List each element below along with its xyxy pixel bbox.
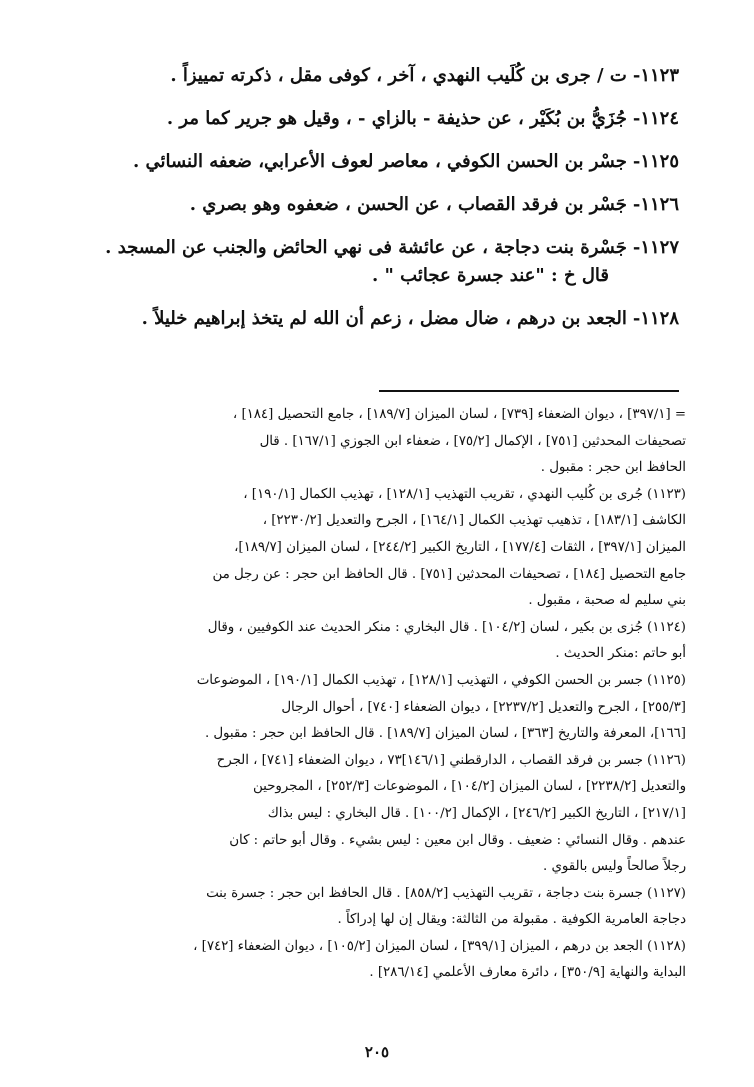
entry-text: جسْر بن الحسن الكوفي ، معاصر لعوف الأعرابي، ضعفه النسائي . [132, 151, 627, 172]
entry-number: ١١٢٦- [632, 194, 679, 215]
entry-number: ١١٢٣- [632, 65, 679, 86]
entry [64, 148, 679, 176]
footnote-line: أبو حاتم :منكر الحديث . [555, 646, 686, 662]
footnote-line: الكاشف [١٨٣/١] ، تذهيب تهذيب الكمال [١٦٤/١] ، الجرح والتعديل [٢٢٣٠/٢] ، [262, 513, 686, 529]
entry-text: ت / جرى بن كُلَيب النهدي ، آخر ، كوفى مقل ، ذكرته تمييزاً . [170, 65, 627, 86]
entry-number: ١١٢٥- [632, 151, 679, 172]
entry [64, 234, 679, 290]
footnote-line: دجاجة العامرية الكوفية . مقبولة من الثالثة: ويقال إن لها إدراكاً . [337, 912, 686, 928]
entries-list [64, 62, 679, 348]
footnote-line: (١١٢٧) جسرة بنت دجاجة ، تقريب التهذيب [٨٥٨/٢] . قال الحافظ ابن حجر : جسرة بنت [206, 885, 686, 901]
entry [64, 305, 679, 333]
footnote-line: بني سليم له صحبة ، مقبول . [528, 593, 686, 609]
footnote-line: = [٣٩٧/١] ، ديوان الضعفاء [٧٣٩] ، لسان الميزان [١٨٩/٧] ، جامع التحصيل [١٨٤] ، [232, 407, 686, 422]
footnote-line: (١١٢٦) جسر بن فرقد القصاب ، الدارقطني [١٤٦/١]٧٣ ، ديوان الضعفاء [٧٤١] ، الجرح [216, 752, 686, 768]
entry [64, 62, 679, 90]
footnote-line: (١١٢٨) الجعد بن درهم ، الميزان [٣٩٩/١] ، لسان الميزان [١٠٥/٢] ، ديوان الضعفاء [٧٤٢] ، [193, 938, 686, 954]
entry-text: جُزَيُّ بن بُكَيْر ، عن حذيفة - بالزاي - ، وقيل هو جرير كما مر . [166, 108, 627, 129]
entry-number: ١١٢٤- [632, 108, 679, 129]
footnote-line: [٢١٧/١] ، التاريخ الكبير [٢٤٦/٢] ، الإكمال [١٠٠/٢] . قال البخاري : ليس بذاك [267, 805, 686, 821]
entry-text: جَسْر بن فرقد القصاب ، عن الحسن ، ضعفوه وهو بصري . [189, 194, 627, 215]
page-number: ٢٠٥ [364, 1043, 390, 1061]
footnote-line: (١١٢٤) جُزى بن بكير ، لسان [١٠٤/٢] . قال البخاري : منكر الحديث عند الكوفيين ، وقال [207, 619, 686, 635]
entry [64, 105, 679, 133]
footnote-separator [379, 390, 679, 392]
entry-subline: قال خ : "عند جسرة عجائب " . [371, 265, 609, 286]
footnote-line: عندهم . وقال النسائي : ضعيف . وقال ابن معين : ليس بشيء . وقال أبو حاتم : كان [229, 832, 686, 848]
entry-text: الجعد بن درهم ، ضال مضل ، زعم أن الله لم يتخذ إبراهيم خليلاً . [141, 308, 627, 329]
entry [64, 191, 679, 219]
footnote-line: (١١٢٥) جسر بن الحسن الكوفي ، التهذيب [١٢٨/١] ، تهذيب الكمال [١٩٠/١] ، الموضوعات [196, 672, 686, 688]
footnote-line: (١١٢٣) جُرى بن كُليب النهدي ، تقريب التهذيب [١٢٨/١] ، تهذيب الكمال [١٩٠/١] ، [243, 486, 686, 502]
entry-number: ١١٢٧- [632, 237, 679, 258]
footnote-line: تصحيفات المحدثين [٧٥١] ، الإكمال [٧٥/٢] ، ضعفاء ابن الجوزي [١٦٧/١] . قال [259, 433, 686, 449]
footnotes [62, 402, 686, 987]
footnote-line: البداية والنهاية [٣٥٠/٩] ، دائرة معارف الأعلمي [٢٨٦/١٤] . [369, 965, 686, 981]
footnote-line: جامع التحصيل [١٨٤] ، تصحيفات المحدثين [٧٥١] . قال الحافظ ابن حجر : عن رجل من [212, 566, 686, 582]
entry-number: ١١٢٨- [632, 308, 679, 329]
footnote-line: [١٦٦]، المعرفة والتاريخ [٣٦٣] ، لسان الميزان [١٨٩/٧] . قال الحافظ ابن حجر : مقبول . [204, 726, 686, 742]
entry-text: جَسْرة بنت دجاجة ، عن عائشة فى نهي الحائض والجنب عن المسجد . [105, 237, 627, 258]
footnote-line: [٢٥٥/٣] ، الجرح والتعديل [٢٢٣٧/٢] ، ديوان الضعفاء [٧٤٠] ، أحوال الرجال [281, 699, 686, 715]
footnote-line: والتعديل [٢٢٣٨/٢] ، لسان الميزان [١٠٤/٢] ، الموضوعات [٢٥٢/٣] ، المجروحين [252, 779, 686, 795]
footnote-line: الحافظ ابن حجر : مقبول . [540, 460, 686, 476]
footnote-line: الميزان [٣٩٧/١] ، الثقات [١٧٧/٤] ، التاريخ الكبير [٢٤٤/٢] ، لسان الميزان [١٨٩/٧]، [234, 539, 686, 555]
footnote-line: رجلاً صالحاً وليس بالقوي . [543, 859, 686, 875]
